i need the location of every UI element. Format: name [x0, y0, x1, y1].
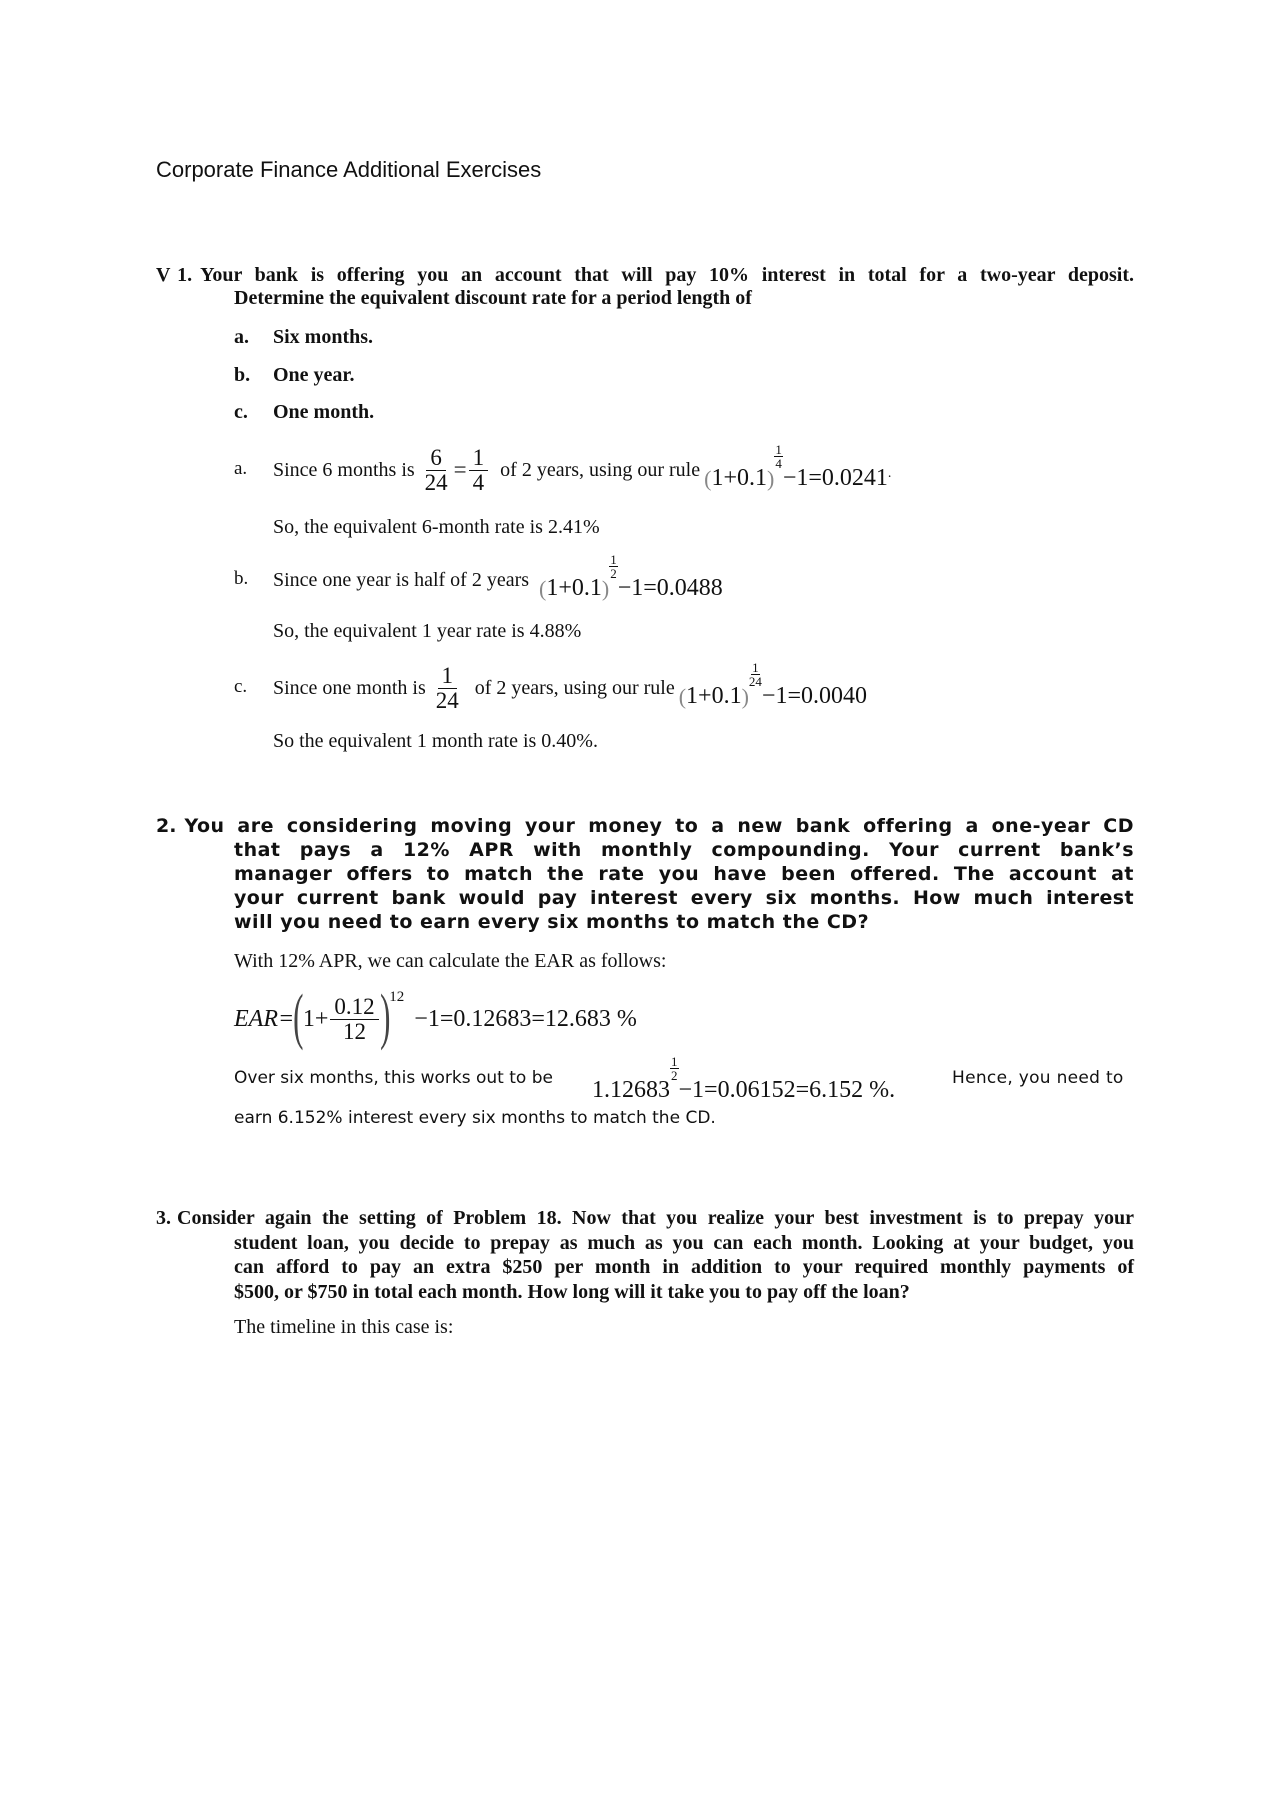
question-2-line-3: manager offers to match the rate you have been offered. The account at — [234, 863, 1134, 885]
answer-c-mark: c. — [234, 676, 248, 697]
exponent-numerator: 1 — [610, 551, 617, 567]
option-a-mark: a. — [234, 326, 249, 348]
formula-exponent — [670, 1055, 679, 1082]
question-1-prefix: V 1. — [156, 264, 193, 286]
six-month-line — [234, 1048, 1134, 1104]
ear-lhs: EAR= — [234, 1005, 295, 1032]
question-1-line-2: Determine the equivalent discount rate for a period length of — [234, 287, 752, 309]
ear-formula — [234, 984, 637, 1054]
exponent-numerator: 1 — [752, 659, 759, 675]
fraction-denominator: 24 — [424, 469, 448, 495]
answer-a-conclusion: So, the equivalent 6-month rate is 2.41% — [273, 516, 600, 538]
question-3-prefix: 3. — [156, 1207, 171, 1229]
formula-result: −1=0.0241 — [782, 464, 888, 491]
question-3-line-2: student loan, you decide to prepay as much as you can each month. Looking at your budget, you — [234, 1231, 1134, 1254]
answer-a-mark: a. — [234, 458, 248, 479]
answer-a-fraction-1-4 — [469, 446, 489, 495]
right-paren: ) — [379, 983, 391, 1051]
fraction-numerator: 1 — [469, 446, 489, 471]
hence-text: Hence, you need to — [952, 1068, 1124, 1088]
question-3-timeline: The timeline in this case is: — [234, 1316, 454, 1338]
fraction-numerator: 6 — [426, 446, 446, 471]
answer-b-mark: b. — [234, 568, 249, 589]
formula-result: −1=0.06152=6.152 %. — [678, 1077, 896, 1103]
formula-base: 1+0.1 — [711, 464, 767, 491]
ear-rhs: −1=0.12683=12.683 % — [414, 1005, 637, 1032]
question-3-line-3: can afford to pay an extra $250 per month in addition to your required monthly payments of — [234, 1256, 1134, 1278]
document-title: Corporate Finance Additional Exercises — [156, 157, 542, 182]
fraction-denominator: 12 — [343, 1018, 367, 1044]
ear-fraction — [330, 995, 378, 1044]
answer-c-formula: ( 1+0.1 ) $\frac{1}{24}$ −1=0.0040 — [678, 659, 867, 709]
option-b-text: One year. — [273, 364, 355, 386]
question-1-line-1: Your bank is offering you an account that will pay 10% interest in total for a two-year deposit. — [200, 264, 1134, 286]
question-2 — [156, 814, 1134, 934]
answer-c-fraction-1-24 — [432, 664, 463, 713]
fraction-numerator: 1 — [438, 664, 458, 689]
answer-a-mid-text: of 2 years, using our rule — [500, 458, 701, 481]
answer-a-line — [273, 440, 891, 500]
fraction-denominator: 24 — [435, 687, 459, 713]
answer-b-conclusion: So, the equivalent 1 year rate is 4.88% — [273, 620, 582, 642]
fraction-numerator: 0.12 — [330, 995, 378, 1020]
six-month-formula — [592, 1048, 895, 1104]
question-2-intro: With 12% APR, we can calculate the EAR as follows: — [234, 950, 667, 972]
over-text: Over six months, this works out to be — [234, 1068, 553, 1088]
left-paren: ( — [293, 983, 304, 1051]
answer-b-line — [273, 550, 723, 610]
option-a-text: Six months. — [273, 326, 374, 348]
answer-c-conclusion: So the equivalent 1 month rate is 0.40%. — [273, 730, 598, 752]
question-2-line-1: You are considering moving your money to a new bank offering a one-year CD — [184, 815, 1134, 837]
formula-exponent — [749, 661, 762, 688]
formula-base: 1+0.1 — [686, 682, 742, 709]
question-2-line-2: that pays a 12% APR with monthly compounding. Your current bank’s — [234, 839, 1134, 861]
question-1 — [156, 264, 1134, 310]
option-c-mark: c. — [234, 401, 248, 423]
ear-one: 1+ — [302, 1005, 329, 1032]
question-2-line-5: will you need to earn every six months to match the CD? — [234, 911, 870, 933]
question-2-line-4: your current bank would pay interest every six months. How much interest — [234, 887, 1134, 909]
formula-exponent — [609, 553, 618, 580]
question-3-line-1: Consider again the setting of Problem 18. Now that you realize your best investment is to prepay your — [177, 1207, 1134, 1229]
ear-exponent: 12 — [389, 988, 405, 1005]
exponent-numerator: 1 — [775, 441, 782, 457]
answer-a-fraction-6-24 — [421, 446, 452, 495]
question-3 — [156, 1206, 1134, 1304]
formula-result: −1=0.0488 — [617, 574, 723, 601]
question-3-line-4: $500, or $750 in total each month. How long will it take you to pay off the loan? — [234, 1280, 910, 1303]
fraction-denominator: 4 — [472, 469, 485, 495]
exponent-denominator: 2 — [671, 1068, 678, 1083]
answer-b-formula: ( 1+0.1 ) $\frac{1}{2}$ −1=0.0488 — [539, 551, 723, 601]
answer-a-intro: Since 6 months is — [273, 458, 415, 481]
option-c-text: One month. — [273, 401, 375, 423]
formula-result: −1=0.0040 — [761, 682, 867, 709]
formula-base: 1+0.1 — [546, 574, 602, 601]
answer-a-formula: ( 1+0.1 ) $\frac{1}{4}$ −1=0.0241 . — [704, 441, 892, 491]
option-b-mark: b. — [234, 364, 251, 386]
exponent-numerator: 1 — [671, 1054, 678, 1069]
equals-sign: = — [453, 457, 467, 482]
exponent-denominator: 2 — [610, 565, 617, 581]
exponent-denominator: 24 — [748, 673, 762, 689]
question-2-prefix: 2. — [156, 815, 177, 837]
answer-c-mid-text: of 2 years, using our rule — [474, 676, 675, 699]
formula-exponent — [774, 443, 783, 470]
answer-c-line — [273, 658, 867, 718]
answer-c-intro: Since one month is — [273, 676, 426, 699]
exponent-denominator: 4 — [775, 455, 782, 471]
question-2-final: earn 6.152% interest every six months to match the CD. — [234, 1108, 716, 1128]
formula-tail: . — [887, 465, 892, 481]
formula-base: 1.12683 — [592, 1077, 670, 1103]
answer-b-intro: Since one year is half of 2 years — [273, 568, 530, 591]
